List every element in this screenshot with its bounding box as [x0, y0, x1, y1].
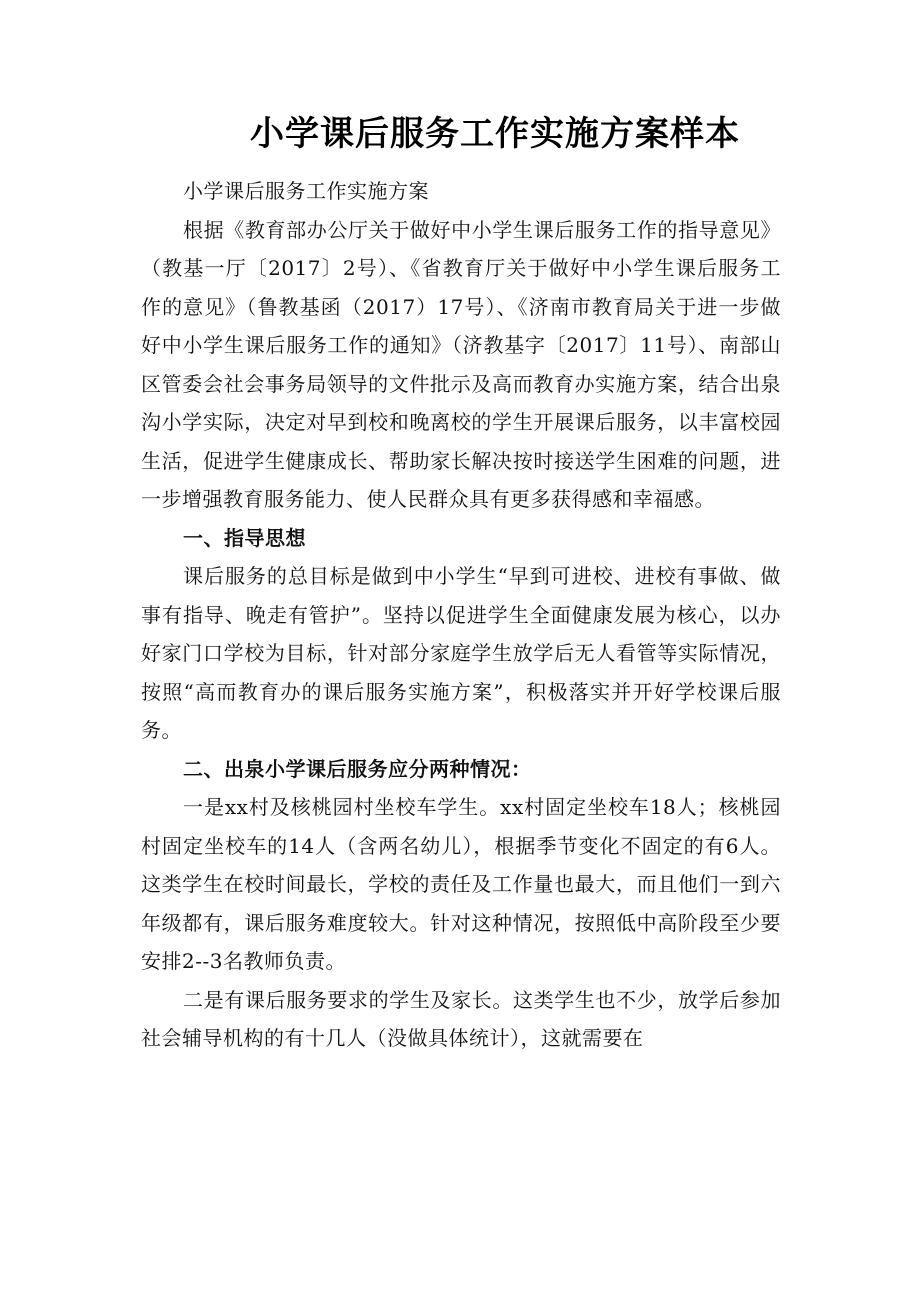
subtitle-paragraph: 小学课后服务工作实施方案: [183, 179, 429, 203]
document-title: 小学课后服务工作实施方案样本: [250, 114, 740, 154]
section-heading-guiding-ideology: 一、指导思想: [183, 525, 306, 550]
situation-two-paragraph: 二是有课后服务要求的学生及家长。这类学生也不少，放学后参加社会辅导机构的有十几人（没做具体统计），这就需要在: [141, 987, 781, 1050]
guiding-ideology-paragraph: 课后服务的总目标是做到中小学生“早到可进校、进校有事做、做事有指导、晚走有管护”。坚持以促进学生全面健康发展为核心，以办好家门口学校为目标，针对部分家庭学生放学后无人看管等实际情况，按照“高而教育办的课后服务实施方案”，积极落实并开好学校课后服务。: [141, 564, 781, 742]
document-body: [141, 172, 781, 1058]
section-heading-two-situations: 二、出泉小学课后服务应分两种情况：: [183, 756, 532, 781]
situation-one-paragraph: 一是xx村及核桃园村坐校车学生。xx村固定坐校车18人；核桃园村固定坐校车的14人（含两名幼儿），根据季节变化不固定的有6人。这类学生在校时间最长，学校的责任及工作量也最大，而且他们一到六年级都有，课后服务难度较大。针对这种情况，按照低中高阶段至少要安排2--3名教师负责。: [141, 795, 781, 973]
intro-paragraph: 根据《教育部办公厅关于做好中小学生课后服务工作的指导意见》（教基一厅〔2017〕2号）、《省教育厅关于做好中小学生课后服务工作的意见》（鲁教基函（2017）17号）、《济南市教育局关于进一步做好中小学生课后服务工作的通知》（济教基字〔2017〕11号）、南部山区管委会社会事务局领导的文件批示及高而教育办实施方案，结合出泉沟小学实际，决定对早到校和晚离校的学生开展课后服务，以丰富校园生活，促进学生健康成长、帮助家长解决按时接送学生困难的问题，进一步增强教育服务能力、使人民群众具有更多获得感和幸福感。: [141, 217, 781, 511]
